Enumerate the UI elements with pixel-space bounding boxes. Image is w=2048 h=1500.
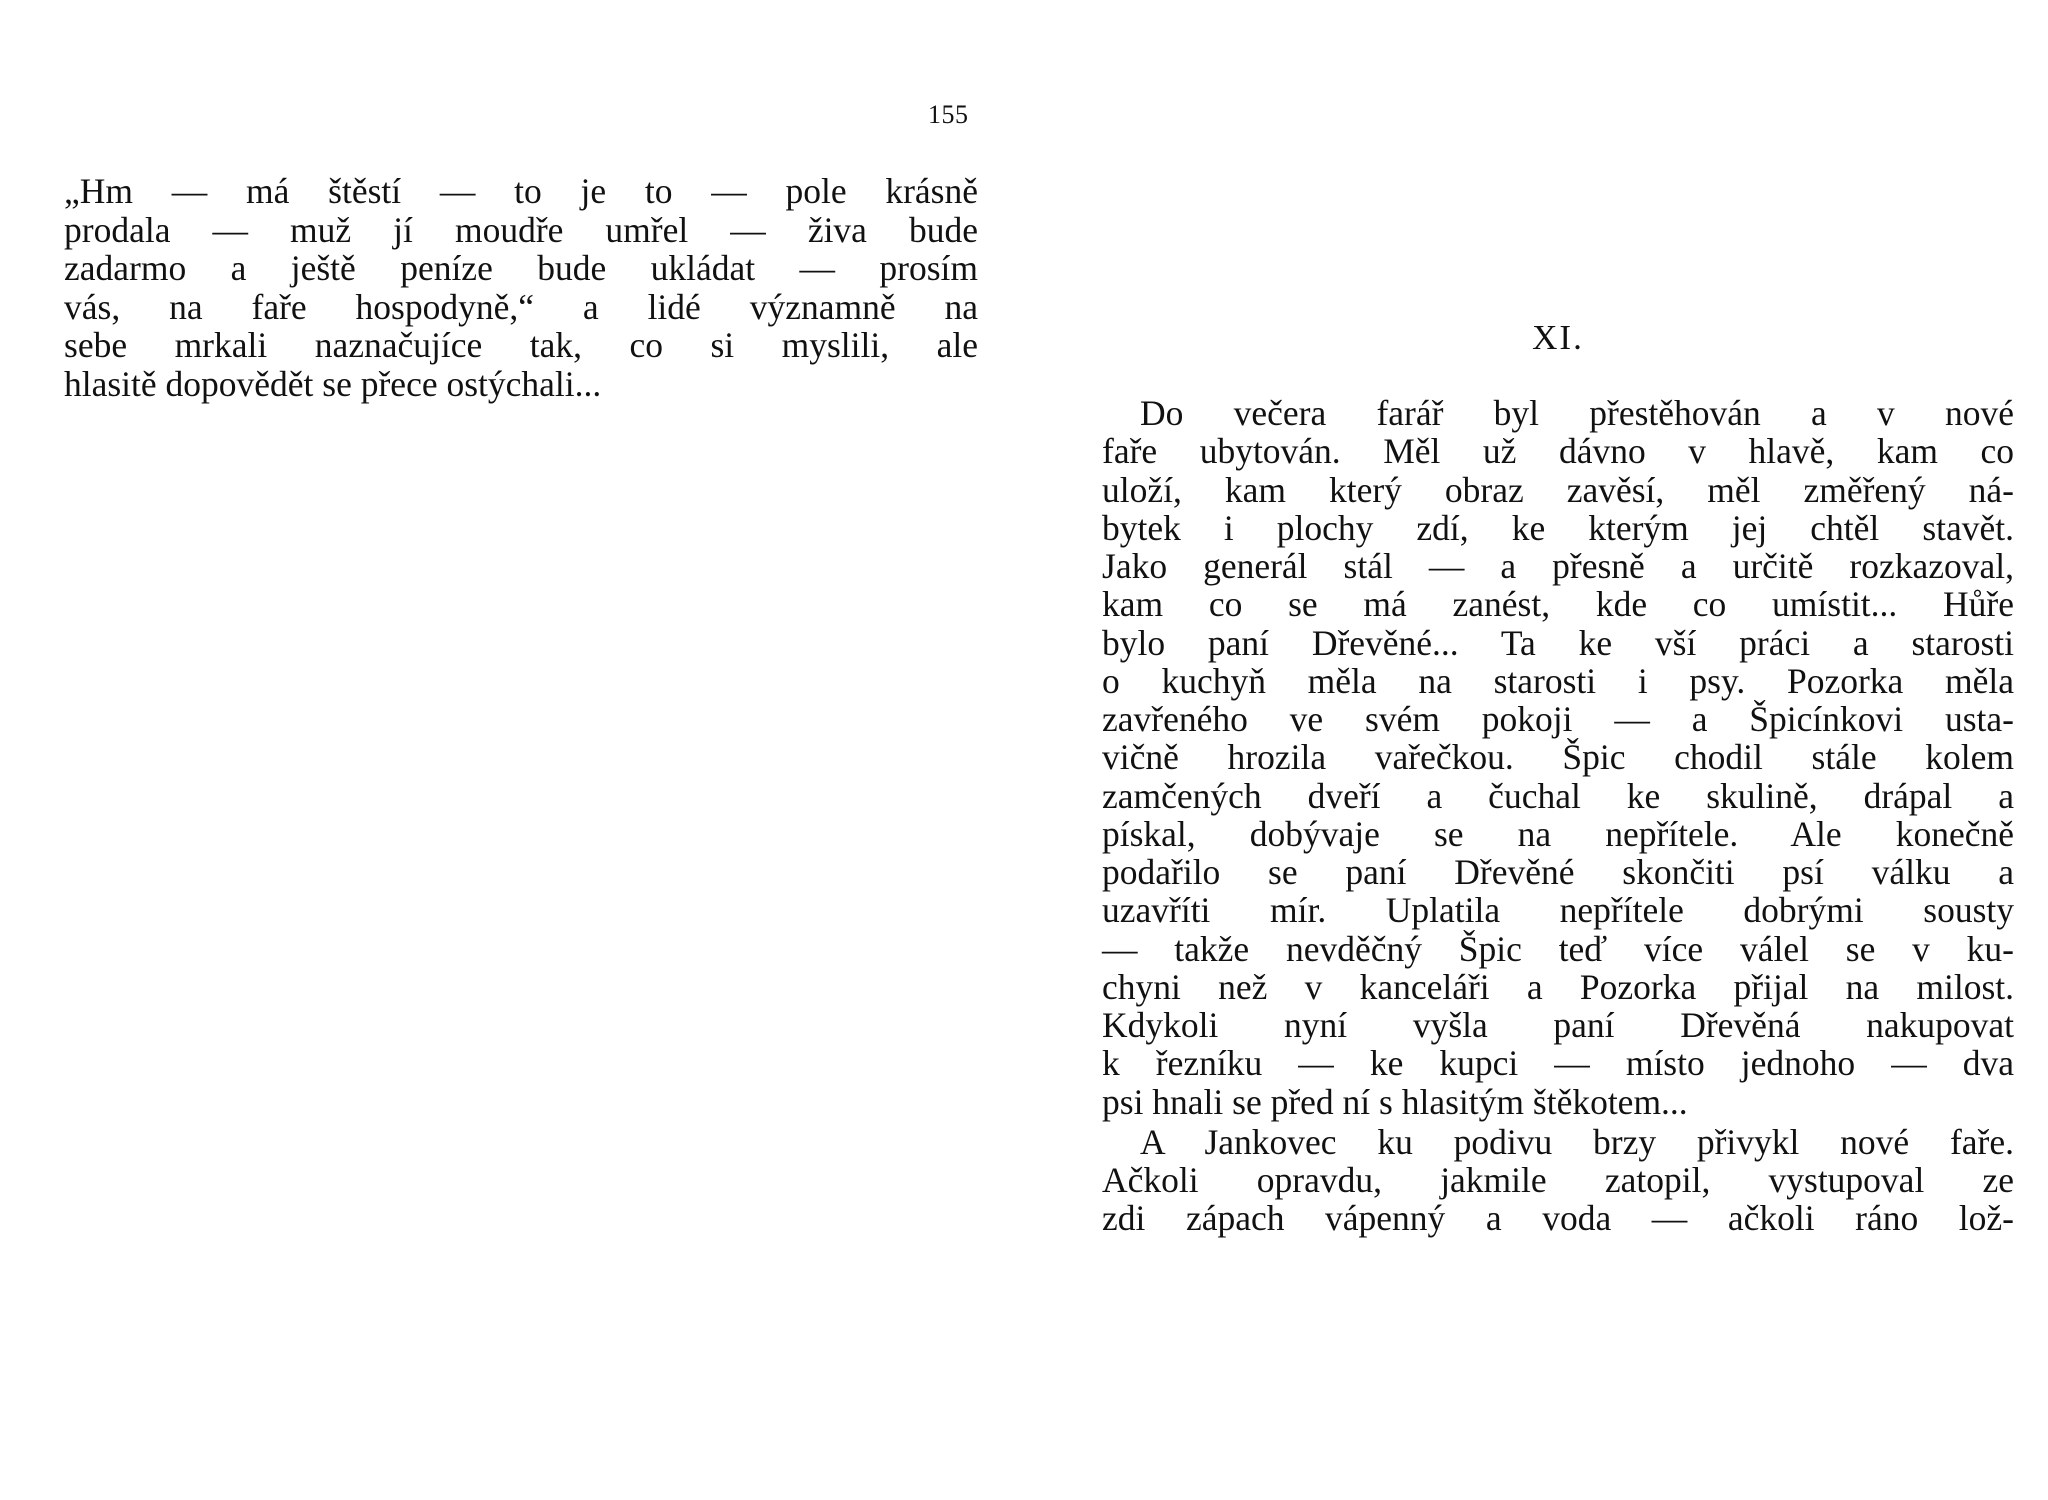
text-line: chyni než v kanceláři a Pozorka přijal na milost. bbox=[1102, 966, 2014, 1007]
text-line: uloží, kam který obraz zavěsí, měl změřený ná- bbox=[1102, 469, 2014, 510]
text-line: bytek i plochy zdí, ke kterým jej chtěl stavět. bbox=[1102, 507, 2014, 548]
text-line: vás, na faře hospodyně,“ a lidé významně na bbox=[64, 286, 978, 327]
text-line: zdi zápach vápenný a voda — ačkoli ráno lož- bbox=[1102, 1198, 2014, 1239]
text-line: uzavříti mír. Uplatila nepřítele dobrými sousty bbox=[1102, 890, 2014, 931]
text-line: prodala — muž jí moudře umřel — živa bude bbox=[64, 209, 978, 250]
text-line: bylo paní Dřevěné... Ta ke vší práci a starosti bbox=[1102, 622, 2014, 663]
text-line: faře ubytován. Měl už dávno v hlavě, kam co bbox=[1102, 431, 2014, 472]
chapter-heading: XI. bbox=[1532, 318, 1584, 357]
right-column-text bbox=[1102, 394, 2014, 1238]
text-line: Ačkoli opravdu, jakmile zatopil, vystupoval ze bbox=[1102, 1160, 2014, 1200]
left-column-text bbox=[64, 172, 978, 403]
text-line: kam co se má zanést, kde co umístit... Hůře bbox=[1102, 584, 2014, 625]
text-line: Jako generál stál — a přesně a určitě rozkazoval, bbox=[1102, 546, 2014, 586]
text-line: podařilo se paní Dřevěné skončiti psí válku a bbox=[1102, 852, 2014, 892]
page-number: 155 bbox=[928, 100, 969, 129]
text-line: zavřeného ve svém pokoji — a Špicínkovi usta- bbox=[1102, 699, 2014, 739]
text-line: A Jankovec ku podivu brzy přivykl nové faře. bbox=[1140, 1121, 2014, 1162]
text-line: zadarmo a ještě peníze bude ukládat — prosím bbox=[64, 248, 978, 288]
text-line: sebe mrkali naznačujíce tak, co si myslili, ale bbox=[64, 325, 978, 365]
text-line: „Hm — má štěstí — to je to — pole krásně bbox=[64, 171, 978, 211]
text-line: Kdykoli nyní vyšla paní Dřevěná nakupovat bbox=[1102, 1005, 2014, 1045]
text-line: pískal, dobývaje se na nepřítele. Ale konečně bbox=[1102, 813, 2014, 854]
text-line: Do večera farář byl přestěhován a v nové bbox=[1140, 393, 2014, 433]
text-line: psi hnali se před ní s hlasitým štěkotem... bbox=[1102, 1081, 1688, 1122]
text-line: hlasitě dopovědět se přece ostýchali... bbox=[64, 363, 602, 404]
text-line: o kuchyň měla na starosti i psy. Pozorka měla bbox=[1102, 660, 2014, 701]
text-line: — takže nevděčný Špic teď více válel se v ku- bbox=[1102, 928, 2014, 969]
paragraph-1 bbox=[1102, 394, 2014, 1121]
text-line: zamčených dveří a čuchal ke skulině, drápal a bbox=[1102, 775, 2014, 816]
text-line: vičně hrozila vařečkou. Špic chodil stále kolem bbox=[1102, 737, 2014, 778]
text-line: k řezníku — ke kupci — místo jednoho — dva bbox=[1102, 1043, 2014, 1084]
paragraph-2 bbox=[1102, 1123, 2014, 1238]
